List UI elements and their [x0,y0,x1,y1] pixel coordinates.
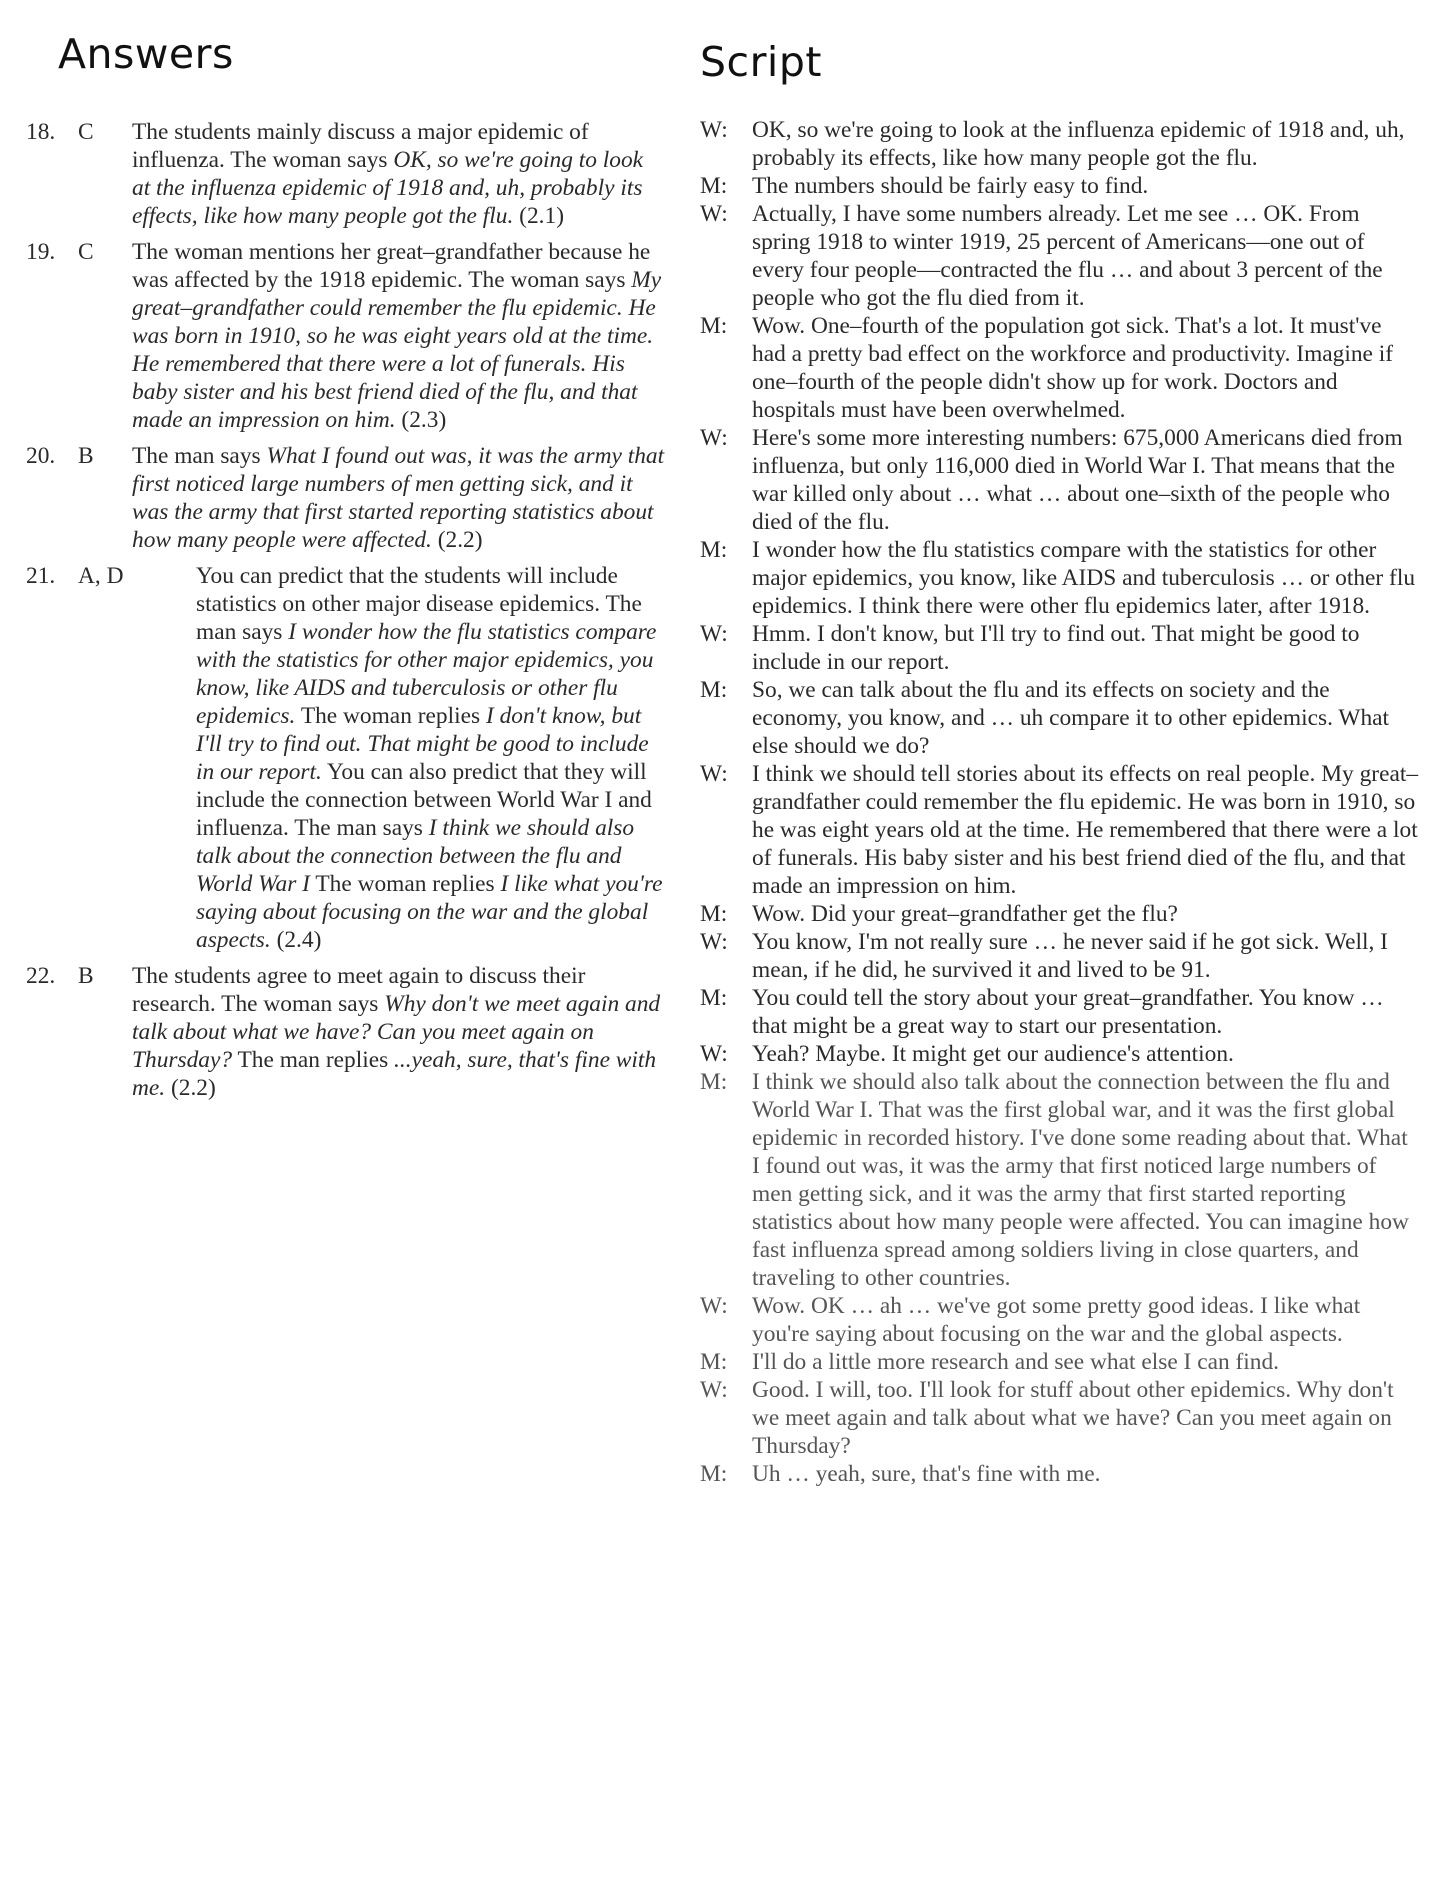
explanation-text: The man replies [232,1047,395,1073]
answers-list [26,118,666,1110]
explanation-text: You can predict that the students will include statistics on other major disease epidemics. The man says [196,563,642,645]
quoted-text: I wonder how the flu statistics compare with the statistics for other major epidemics, you know, like AIDS and tuberculosis or other flu epidemics. [196,619,657,729]
speaker-label: M: [700,537,728,563]
explanation-text: The students mainly discuss a major epidemic of influenza. The woman says [132,119,589,173]
speaker-label: W: [700,621,728,647]
script-line [700,676,1420,760]
explanation-text: (2.2) [431,527,483,553]
script-line [700,424,1420,536]
speaker-label: W: [700,117,728,143]
utterance-text: You know, I'm not really sure … he never said if he got sick. Well, I mean, if he did, he survived it and lived to be 91. [752,929,1388,983]
speaker-label: W: [700,1041,728,1067]
answer-explanation [196,562,666,954]
script-line [700,536,1420,620]
utterance-text: Actually, I have some numbers already. Let me see … OK. From spring 1918 to winter 1919, 25 percent of Americans—one out of every four people—contracted the flu … and about 3 percent of the people who got the flu died from it. [752,201,1383,311]
speaker-label: M: [700,901,728,927]
script-line [700,1040,1420,1068]
explanation-text: The woman replies [309,871,501,897]
answer-number: 19. [26,239,56,265]
script-line [700,1348,1420,1376]
answer-item [26,118,666,230]
answer-explanation [132,118,666,230]
speaker-label: W: [700,761,728,787]
speaker-label: M: [700,677,728,703]
quoted-text: Why don't we meet again and talk about what we have? Can you meet again on Thursday? [132,991,661,1073]
script-line [700,900,1420,928]
answer-number: 20. [26,443,56,469]
script-line [700,1292,1420,1348]
answer-item [26,238,666,434]
utterance-text: Wow. One–fourth of the population got sick. That's a lot. It must've had a pretty bad effect on the workforce and productivity. Imagine if one–fourth of the people didn't show up for work. Doctors and hospitals must have been overwhelmed. [752,313,1394,423]
utterance-text: I'll do a little more research and see what else I can find. [752,1349,1280,1375]
utterance-text: So, we can talk about the flu and its effects on society and the economy, you know, and … uh compare it to other epidemics. What else should we do? [752,677,1390,759]
quoted-text: My great–grandfather could remember the flu epidemic. He was born in 1910, so he was eight years old at the time. He remembered that there were a lot of funerals. His baby sister and his best friend died of the flu, and that made an impression on him. [132,267,662,433]
utterance-text: I think we should also talk about the connection between the flu and World War I. That was the first global war, and it was the first global epidemic in recorded history. I've done some reading about that. What I found out was, it was the army that first noticed large numbers of men getting sick, and it was the army that first started reporting statistics about how many people were affected. You can imagine how fast influenza spread among soldiers living in close quarters, and traveling to other countries. [752,1069,1409,1291]
explanation-text: The students agree to meet again to discuss their research. The woman says [132,963,586,1017]
script-line [700,200,1420,312]
quoted-text: OK, so we're going to look at the influenza epidemic of 1918 and, uh, probably its effects, like how many people got the flu. [132,147,644,229]
answer-number: 21. [26,563,56,589]
utterance-text: You could tell the story about your great–grandfather. You know … that might be a great way to start our presentation. [752,985,1384,1039]
script-heading: Script [700,38,822,86]
explanation-text: (2.2) [165,1075,216,1101]
quoted-text: I like what you're saying about focusing on the war and the global aspects. [196,871,663,953]
script-line [700,928,1420,984]
explanation-text: The woman replies [295,703,486,729]
script-line [700,172,1420,200]
speaker-label: M: [700,313,728,339]
explanation-text: (2.4) [270,927,322,953]
utterance-text: Here's some more interesting numbers: 675,000 Americans died from influenza, but only 116,000 died in World War I. That means that the war killed only about … what … about one–sixth of the people who died of the flu. [752,425,1403,535]
explanation-text: The woman mentions her great–grandfather because he was affected by the 1918 epidemic. The woman says [132,239,651,293]
answer-choice: C [78,119,94,145]
script-line [700,312,1420,424]
speaker-label: M: [700,1349,728,1375]
script-line [700,760,1420,900]
quoted-text: I think we should also talk about the connection between the flu and World War I [196,815,635,897]
speaker-label: W: [700,929,728,955]
explanation-text: (2.1) [513,203,564,229]
answer-number: 22. [26,963,56,989]
utterance-text: Wow. Did your great–grandfather get the flu? [752,901,1178,927]
speaker-label: M: [700,1069,728,1095]
speaker-label: M: [700,985,728,1011]
answer-choice: C [78,239,94,265]
speaker-label: W: [700,425,728,451]
utterance-text: OK, so we're going to look at the influenza epidemic of 1918 and, uh, probably its effects, like how many people got the flu. [752,117,1405,171]
answer-item [26,962,666,1102]
speaker-label: M: [700,173,728,199]
speaker-label: M: [700,1461,728,1487]
utterance-text: Uh … yeah, sure, that's fine with me. [752,1461,1101,1487]
script-line [700,1068,1420,1292]
quoted-text: ...yeah, sure, that's fine with me. [132,1047,657,1101]
answers-heading: Answers [58,30,234,78]
explanation-text: The man says [132,443,267,469]
answer-choice: A, D [78,563,124,589]
explanation-text: You can also predict that they will include the connection between World War I and influenza. The man says [196,759,652,841]
script-line [700,984,1420,1040]
answer-item [26,562,666,954]
script-line [700,1376,1420,1460]
answer-item [26,442,666,554]
script-line [700,1460,1420,1488]
speaker-label: W: [700,1377,728,1403]
script-line [700,620,1420,676]
utterance-text: I wonder how the flu statistics compare with the statistics for other major epidemics, you know, like AIDS and tuberculosis … or other flu epidemics. I think there were other flu epidemics later, after 1918. [752,537,1416,619]
script-line [700,116,1420,172]
script-list [700,116,1420,1488]
utterance-text: Hmm. I don't know, but I'll try to find out. That might be good to include in our report. [752,621,1360,675]
answer-explanation [132,442,666,554]
answer-choice: B [78,443,94,469]
utterance-text: Yeah? Maybe. It might get our audience's attention. [752,1041,1234,1067]
quoted-text: I don't know, but I'll try to find out. That might be good to include in our report. [196,703,649,785]
answer-explanation [132,238,666,434]
speaker-label: W: [700,201,728,227]
answer-choice: B [78,963,94,989]
speaker-label: W: [700,1293,728,1319]
utterance-text: Wow. OK … ah … we've got some pretty good ideas. I like what you're saying about focusing on the war and the global aspects. [752,1293,1361,1347]
answer-number: 18. [26,119,56,145]
utterance-text: The numbers should be fairly easy to find. [752,173,1149,199]
answer-explanation [132,962,666,1102]
utterance-text: I think we should tell stories about its effects on real people. My great–grandfather could remember the flu epidemic. He was born in 1910, so he was eight years old at the time. He remembered that there were a lot of funerals. His baby sister and his best friend died of the flu, and that made an impression on him. [752,761,1419,899]
quoted-text: What I found out was, it was the army that first noticed large numbers of men getting sick, and it was the army that first started reporting statistics about how many people were affected. [132,443,665,553]
explanation-text: (2.3) [395,407,447,433]
utterance-text: Good. I will, too. I'll look for stuff about other epidemics. Why don't we meet again and talk about what we have? Can you meet again on Thursday? [752,1377,1394,1459]
